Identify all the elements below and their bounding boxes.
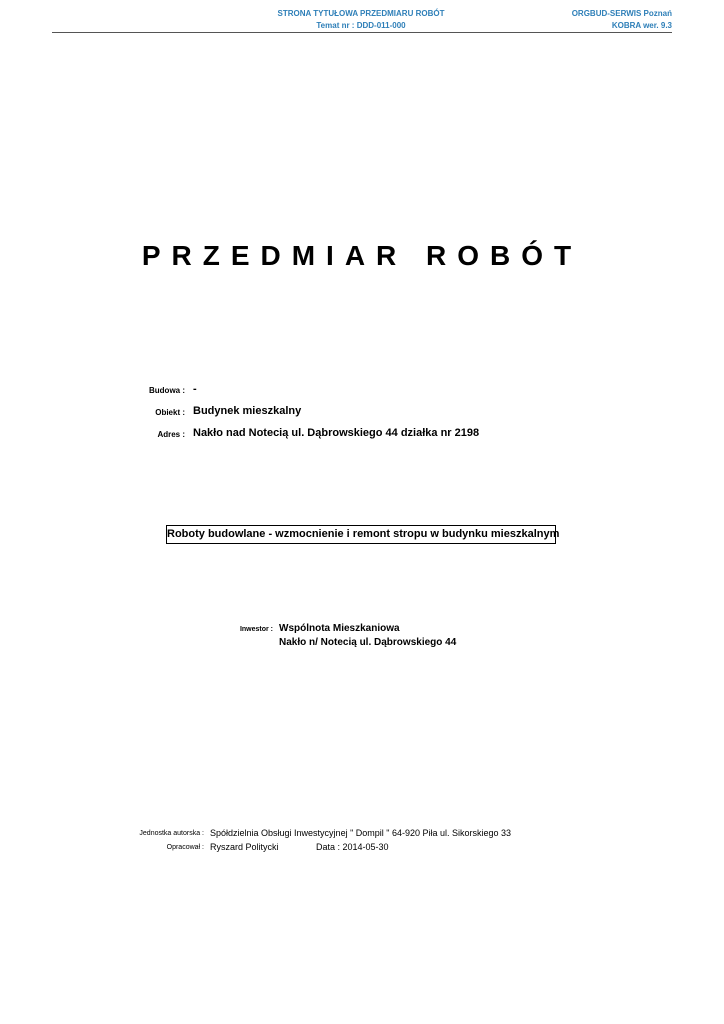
jednostka-value: Spółdzielnia Obsługi Inwestycyjnej " Dompil " 64-920 Piła ul. Sikorskiego 33 (210, 828, 512, 838)
obiekt-label: Obiekt : (155, 408, 185, 417)
header-doc-title: STRONA TYTUŁOWA PRZEDMIARU ROBÓT (277, 9, 445, 18)
investor-name: Wspólnota Mieszkaniowa (279, 623, 400, 634)
budowa-label: Budowa : (149, 386, 185, 395)
investor-address: Nakło n/ Notecią ul. Dąbrowskiego 44 (279, 637, 457, 648)
adres-value: Nakło nad Notecią ul. Dąbrowskiego 44 działka nr 2198 (193, 427, 480, 439)
adres-label: Adres : (157, 430, 185, 439)
jednostka-label: Jednostka autorska : (139, 830, 204, 837)
date-value: Data : 2014-05-30 (316, 842, 389, 852)
scope-box: Roboty budowlane - wzmocnienie i remont stropu w budynku mieszkalnym (166, 525, 556, 544)
header-company: ORGBUD-SERWIS Poznań (571, 9, 672, 18)
opracowal-value: Ryszard Politycki (210, 842, 279, 852)
investor-label: Inwestor : (239, 626, 273, 633)
obiekt-value: Budynek mieszkalny (193, 405, 302, 417)
header-center (240, 8, 482, 32)
page-title: PRZEDMIAR ROBÓT (141, 240, 583, 271)
opracowal-label: Opracował : (166, 844, 204, 851)
header-topic-number: Temat nr : DDD-011-000 (316, 21, 406, 30)
header-right (572, 8, 672, 32)
header-divider (52, 32, 672, 33)
header-software-version: KOBRA wer. 9.3 (611, 21, 672, 30)
budowa-value: - (193, 383, 197, 395)
